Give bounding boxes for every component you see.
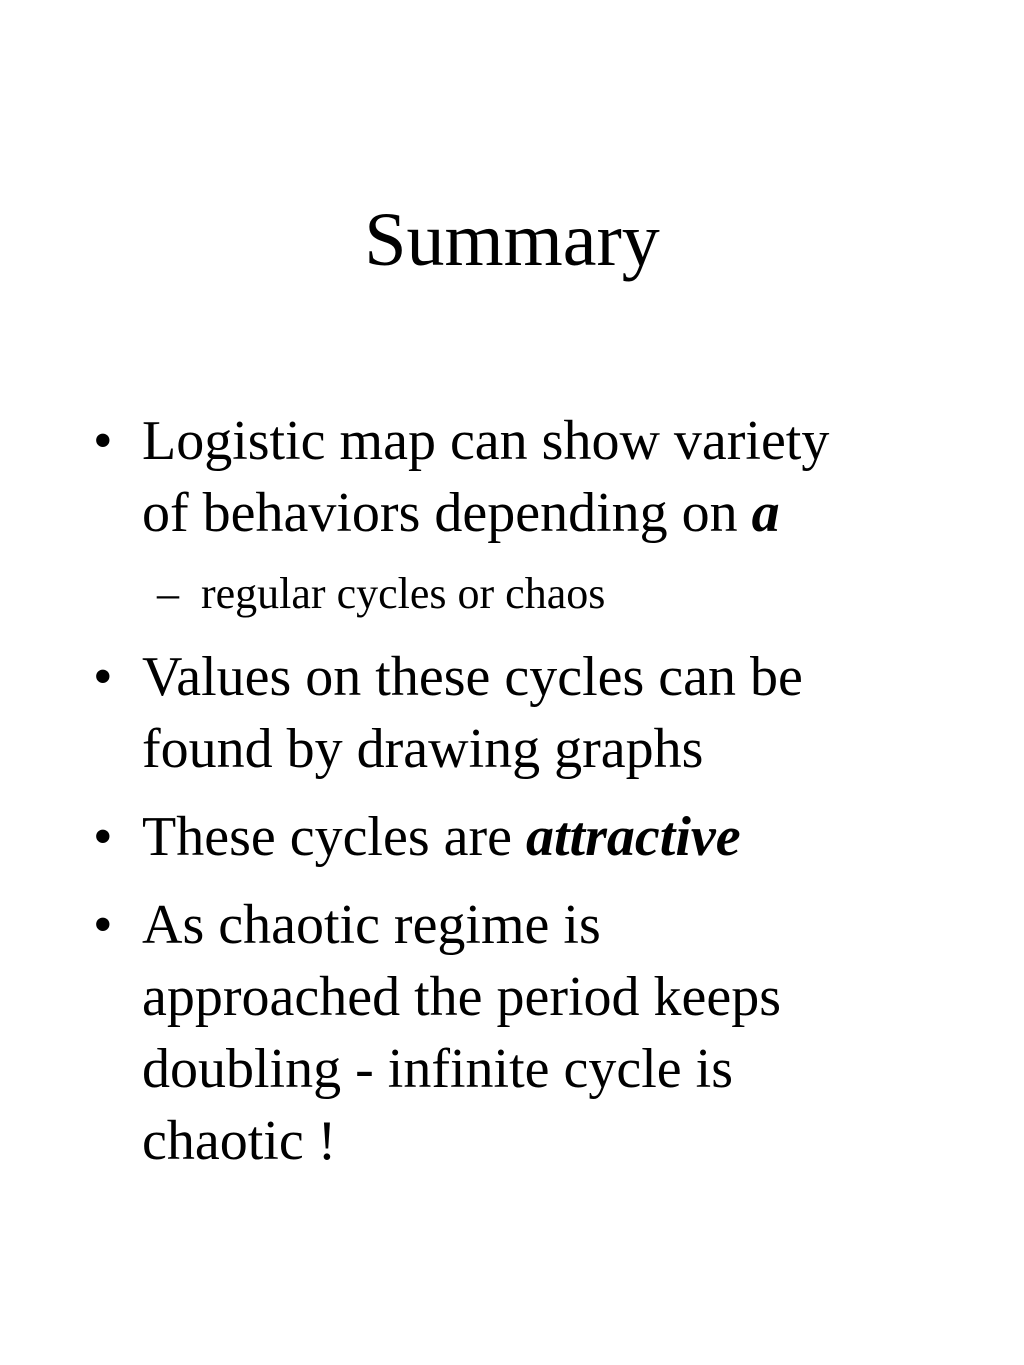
bullet-icon: •	[93, 894, 113, 956]
bullet-text	[142, 889, 942, 1177]
bullet-line-text: These cycles are	[142, 806, 526, 868]
bullet-icon: •	[93, 646, 113, 708]
bullet-line: Values on these cycles can be	[142, 646, 803, 708]
bullet-text	[142, 641, 942, 785]
emphasis-attractive: attractive	[526, 806, 741, 868]
dash-icon: –	[157, 569, 179, 618]
bullet-line	[142, 477, 942, 549]
slide-title: Summary	[364, 198, 660, 282]
bullet-line: doubling - infinite cycle is	[142, 1038, 733, 1100]
sub-bullet-text: regular cycles or chaos	[201, 569, 606, 618]
bullet-line: As chaotic regime is	[142, 894, 601, 956]
bullet-icon: •	[93, 410, 113, 472]
bullet-line: Logistic map can show variety	[142, 410, 830, 472]
emphasis-variable-a: a	[751, 482, 780, 544]
bullet-line	[142, 801, 942, 873]
bullet-text	[142, 801, 942, 873]
bullet-line-text: of behaviors depending on	[142, 482, 752, 544]
bullet-icon: •	[93, 806, 113, 868]
bullet-line: found by drawing graphs	[142, 718, 704, 780]
bullet-line: chaotic !	[142, 1110, 337, 1172]
bullet-line: approached the period keeps	[142, 966, 782, 1028]
bullet-text	[142, 405, 942, 549]
